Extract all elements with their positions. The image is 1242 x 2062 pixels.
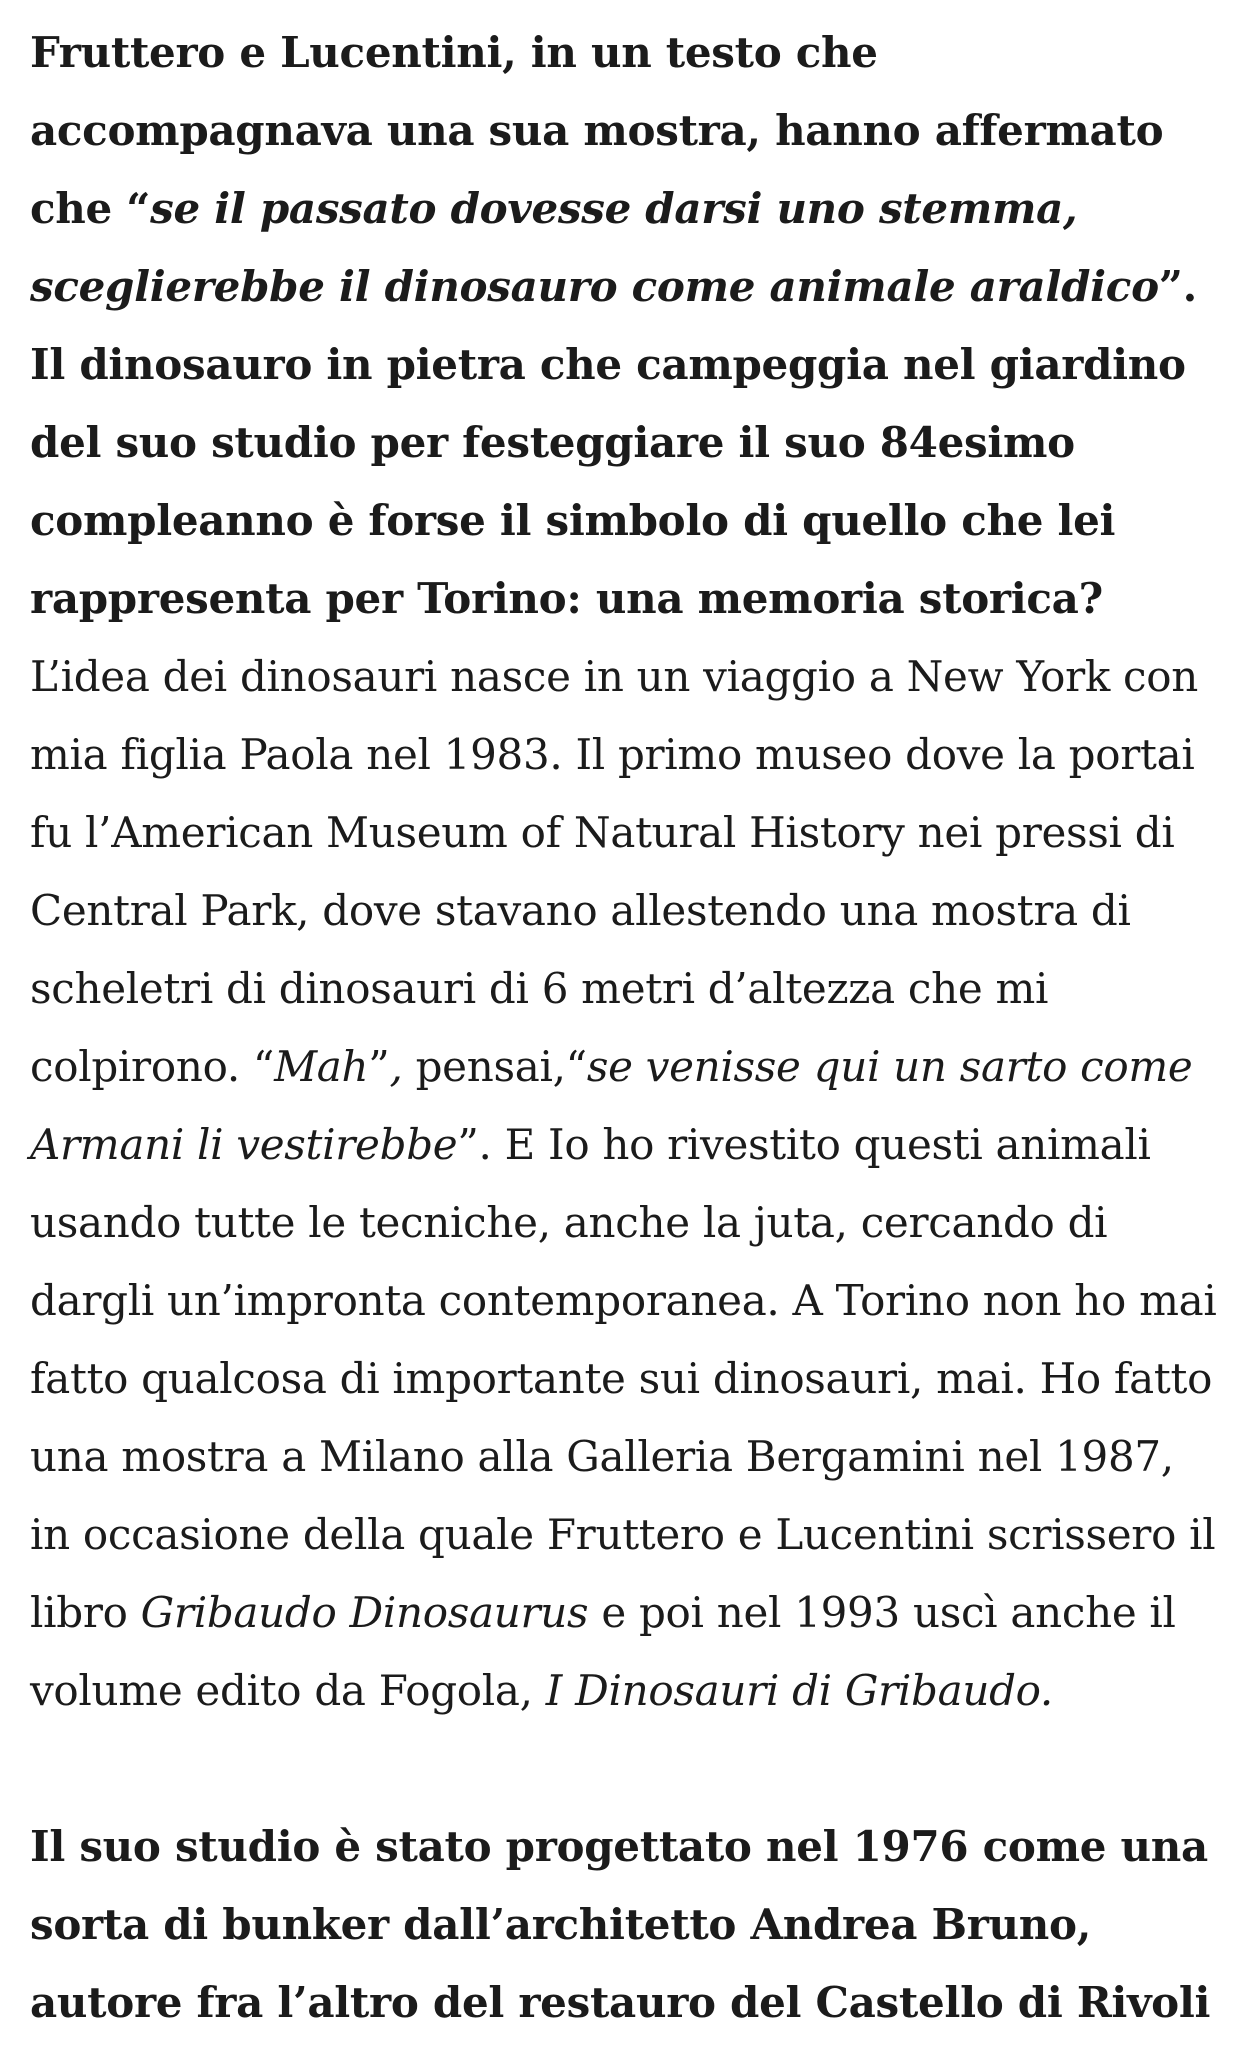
- text-run: Il suo studio è stato progettato nel 1976 come una sorta di bunker dall’architetto Andrea Bruno, autore fra l’altro del restauro del Castello di Rivoli: [30, 1822, 1211, 2027]
- italic-text-run: se venisse qui un sarto come Armani li vestirebbe: [30, 1042, 1193, 1169]
- italic-text-run: I Dinosauri di Gribaudo.: [545, 1666, 1053, 1715]
- text-run: e poi nel 1993 uscì anche il volume edito da Fogola,: [30, 1588, 1176, 1715]
- text-run: Fruttero e Lucentini, in un testo che accompagnava una sua mostra, hanno affermato che “: [30, 28, 1164, 233]
- text-run: ”. E Io ho rivestito questi animali usando tutte le tecniche, anche la juta, cercando di dargli un’impronta contemporanea. A Torino non ho mai fatto qualcosa di importante sui dinosauri, mai. Ho fatto una mostra a Milano alla Galleria Bergamini nel 1987, in occasione della quale Fruttero e Lucentini scrissero il libro: [30, 1120, 1217, 1637]
- viewport-bottom-edge: [0, 2044, 1242, 2062]
- italic-text-run: Gribaudo Dinosaurus: [140, 1588, 589, 1637]
- text-run: L’idea dei dinosauri nasce in un viaggio a New York con mia figlia Paola nel 1983. Il primo museo dove la portai fu l’American Museum of Natural History nei pressi di Central Park, dove stavano allestendo una mostra di scheletri di dinosauri di 6 metri d’altezza che mi colpirono. “: [30, 652, 1199, 1091]
- article-body: [30, 14, 1220, 2042]
- text-run: ”: [368, 1042, 390, 1091]
- interview-question-1: [30, 14, 1220, 638]
- italic-text-run: Mah: [274, 1042, 369, 1091]
- text-run: pensai,“: [415, 1042, 587, 1091]
- interview-answer-1: [30, 638, 1220, 1730]
- interview-question-2: [30, 1808, 1220, 2042]
- italic-text-run: se il passato dovesse darsi uno stemma, sceglierebbe il dinosauro come animale araldico: [30, 184, 1159, 311]
- italic-text-run: ,: [389, 1042, 416, 1091]
- text-run: ”. Il dinosauro in pietra che campeggia nel giardino del suo studio per festeggiare il suo 84esimo compleanno è forse il simbolo di quello che lei rappresenta per Torino: una memoria storica?: [30, 262, 1197, 623]
